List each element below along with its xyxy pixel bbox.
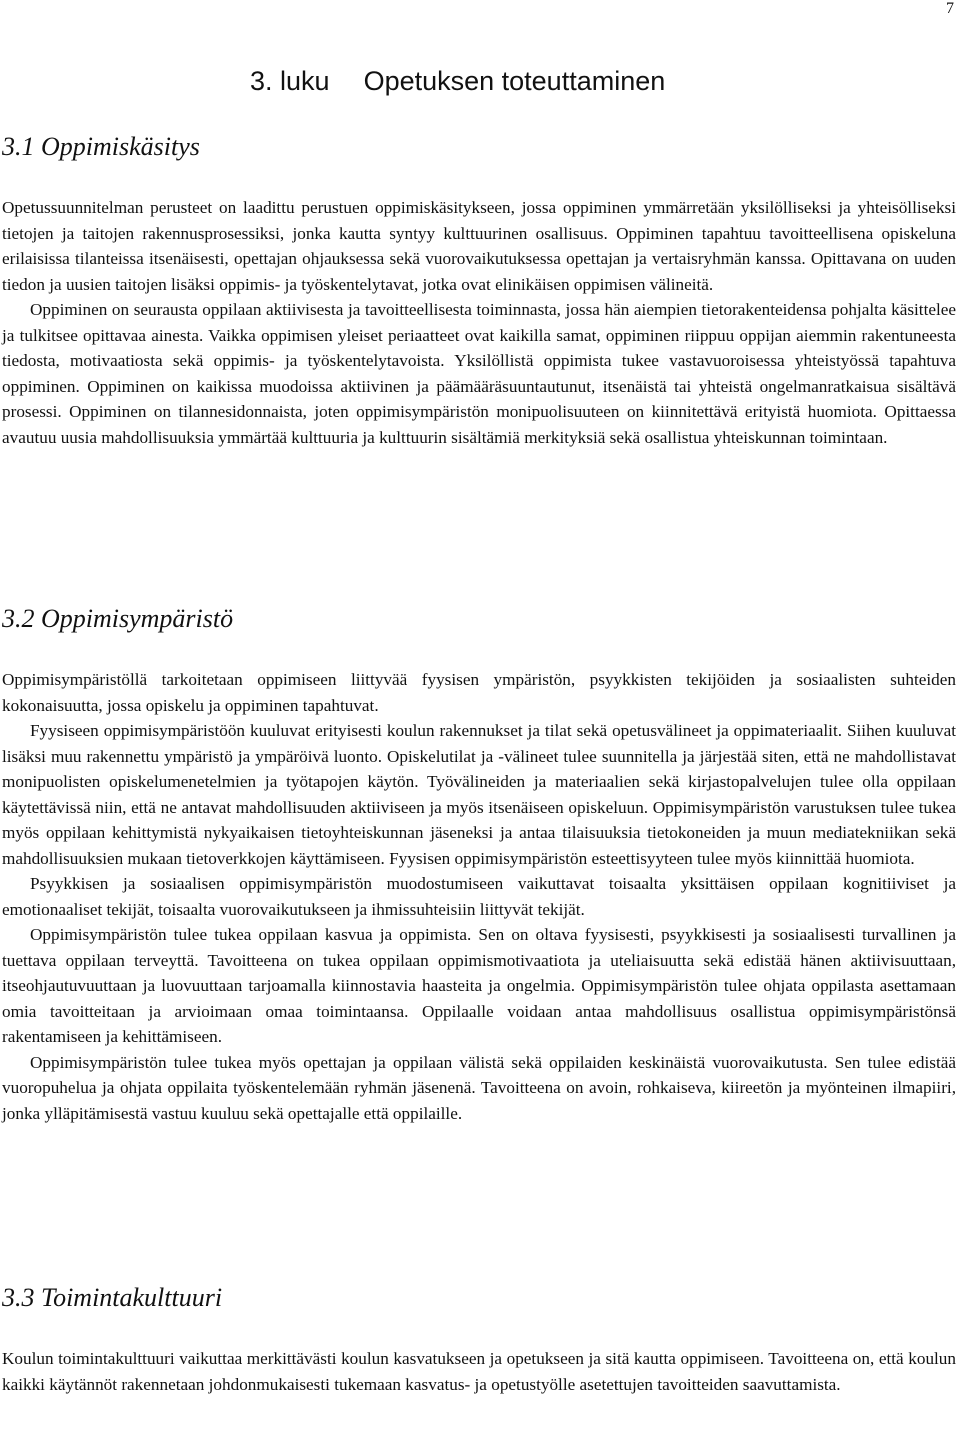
section-heading-3-2: 3.2 Oppimisympäristö xyxy=(2,604,234,633)
paragraph: Koulun toimintakulttuuri vaikuttaa merkittävästi koulun kasvatukseen ja opetukseen ja sitä kautta oppimiseen. Tavoitteena on, että koulun kaikki käytännöt rakennetaan johdonmukaisesti tukemaan kasvatus- ja opetustyölle asetettujen tavoitteiden saavuttamista. xyxy=(2,1349,956,1394)
section-body-3-1 xyxy=(2,195,956,450)
paragraph: Fyysiseen oppimisympäristöön kuuluvat erityisesti koulun rakennukset ja tilat sekä opetusvälineet ja oppimateriaalit. Siihen kuuluvat lisäksi muu rakennettu ympäristö ja ympäröivä luonto. Opiskelutilat ja -välineet tulee suunnitella ja järjestää siten, että ne mahdollistavat monipuolisten opiskelumenetelmien ja työtapojen käytön. Työvälineiden ja materiaalien sekä kirjastopalvelujen tulee olla oppilaan käytettävissä niin, että ne antavat mahdollisuuden aktiiviseen ja myös itsenäiseen opiskeluun. Oppimisympäristön varustuksen tulee tukea myös oppilaan kehittymistä nykyaikaisen tietoyhteiskunnan jäseneksi ja antaa tilaisuuksia tietokoneiden ja muun mediatekniikan sekä mahdollisuuksien mukaan tietoverkkojen käyttämiseen. Fyysisen oppimisympäristön esteettisyyteen tulee myös kiinnittää huomiota. xyxy=(2,721,956,868)
paragraph: Oppimisympäristön tulee tukea oppilaan kasvua ja oppimista. Sen on oltava fyysisesti, psyykkisesti ja sosiaalisesti turvallinen ja tuettava oppilaan terveyttä. Tavoitteena on tukea oppilaan oppimismotivaatiota ja uteliaisuutta sekä edistää hänen aktiivisuuttaan, itseohjautuvuuttaan ja luovuuttaan tarjoamalla kiinnostavia haasteita ja ongelmia. Oppimisympäristön tulee ohjata oppilasta asettamaan omia tavoitteitaan ja arvioimaan omaa toimintaansa. Oppilaalle voidaan antaa mahdollisuus osallistua oppimisympäristönsä rakentamiseen ja kehittämiseen. xyxy=(2,925,956,1046)
paragraph: Opetussuunnitelman perusteet on laadittu perustuen oppimiskäsitykseen, jossa oppiminen ymmärretään yksilölliseksi ja yhteisölliseksi tietojen ja taitojen rakennusprosessiksi, jonka kautta syntyy kulttuurinen osallisuus. Oppiminen tapahtuu tavoitteellisena opiskeluna erilaisissa tilanteissa itsenäisesti, opettajan ohjauksessa sekä vuorovaikutuksessa opettajan ja vertaisryhmän kanssa. Opittavana on uuden tiedon ja uusien taitojen lisäksi oppimis- ja työskentelytavat, jotka ovat elinikäisen oppimisen välineitä. xyxy=(2,198,956,294)
paragraph: Psyykkisen ja sosiaalisen oppimisympäristön muodostumiseen vaikuttavat toisaalta yksittäisen oppilaan kognitiiviset ja emotionaaliset tekijät, toisaalta vuorovaikutukseen ja ihmissuhteisiin liittyvät tekijät. xyxy=(2,874,956,919)
section-heading-3-3: 3.3 Toimintakulttuuri xyxy=(2,1283,223,1312)
page-number: 7 xyxy=(946,0,954,17)
chapter-heading xyxy=(250,66,665,97)
section-heading-3-1: 3.1 Oppimiskäsitys xyxy=(2,132,200,161)
chapter-title: Opetuksen toteuttaminen xyxy=(363,66,666,96)
paragraph: Oppiminen on seurausta oppilaan aktiivisesta ja tavoitteellisesta toiminnasta, jossa hän aiempien tietorakenteidensa pohjalta käsittelee ja tulkitsee opittavaa ainesta. Vaikka oppimisen yleiset periaatteet ovat kaikilla samat, oppiminen riippuu oppijan aiemmin rakentuneesta tiedosta, motivaatiosta sekä oppimis- ja työskentelytavoista. Yksilöllistä oppimista tukee vastavuoroisessa yhteistyössä tapahtuva oppiminen. Oppiminen on kaikissa muodoissa aktiivinen ja päämääräsuuntautunut, itsenäistä tai yhteistä ongelmanratkaisua sisältävä prosessi. Oppiminen on tilannesidonnaista, joten oppimisympäristön monipuolisuuteen on kiinnitettävä erityistä huomiota. Opittaessa avautuu uusia mahdollisuuksia ymmärtää kulttuuria ja kulttuurin sisältämiä merkityksiä sekä osallistua yhteiskunnan toimintaan. xyxy=(2,300,956,447)
paragraph: Oppimisympäristöllä tarkoitetaan oppimiseen liittyvää fyysisen ympäristön, psyykkisten tekijöiden ja sosiaalisten suhteiden kokonaisuutta, jossa opiskelu ja oppiminen tapahtuvat. xyxy=(2,670,956,715)
section-body-3-3 xyxy=(2,1346,956,1397)
chapter-number: 3. luku xyxy=(250,66,330,96)
paragraph: Oppimisympäristön tulee tukea myös opettajan ja oppilaan välistä sekä oppilaiden keskinäistä vuorovaikutusta. Sen tulee edistää vuoropuhelua ja ohjata oppilaita työskentelemään ryhmän jäsenenä. Tavoitteena on avoin, rohkaiseva, kiireetön ja myönteinen ilmapiiri, jonka ylläpitämisestä vastuu kuuluu sekä opettajalle että oppilaille. xyxy=(2,1052,956,1123)
section-body-3-2 xyxy=(2,667,956,1126)
